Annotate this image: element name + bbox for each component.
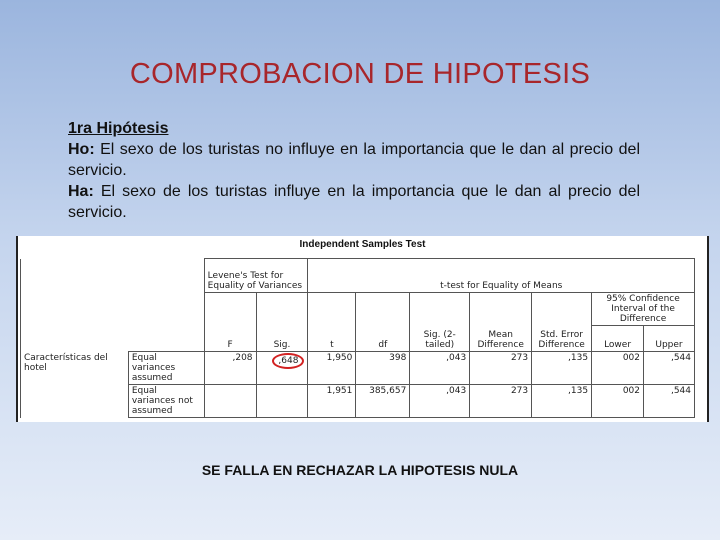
cell-f: ,208 — [204, 352, 256, 385]
levene-header: Levene's Test for Equality of Variances — [204, 259, 308, 293]
cell-t: 1,951 — [308, 385, 356, 418]
ha-label: Ha: — [68, 183, 94, 200]
cell-f-empty — [204, 385, 256, 418]
corner-cell — [21, 259, 205, 352]
null-hypothesis — [68, 139, 640, 181]
col-t: t — [308, 293, 356, 352]
cell-upper: ,544 — [644, 385, 695, 418]
hypothesis-heading: 1ra Hipótesis — [68, 120, 169, 137]
cell-sig — [256, 352, 308, 385]
cell-sig2: ,043 — [410, 352, 470, 385]
cell-lower: 002 — [592, 385, 644, 418]
cell-std-error: ,135 — [532, 385, 592, 418]
conclusion-text: SE FALLA EN RECHAZAR LA HIPOTESIS NULA — [201, 462, 519, 478]
slide-title: COMPROBACION DE HIPOTESIS — [129, 58, 591, 90]
col-std-error-difference: Std. Error Difference — [532, 293, 592, 352]
cell-sig-empty — [256, 385, 308, 418]
cell-lower: 002 — [592, 352, 644, 385]
ttest-header: t-test for Equality of Means — [308, 259, 695, 293]
cell-std-error: ,135 — [532, 352, 592, 385]
ci-header: 95% Confidence Interval of the Difference — [592, 293, 695, 326]
col-sig-2tailed: Sig. (2-tailed) — [410, 293, 470, 352]
hypothesis-text — [68, 118, 640, 223]
ha-text: El sexo de los turistas influye en la importancia que le dan al precio del servicio. — [68, 183, 640, 221]
independent-samples-table — [20, 258, 695, 418]
sig-highlight-circle: ,648 — [272, 353, 304, 369]
cell-mean-difference: 273 — [470, 352, 532, 385]
spss-output-table — [16, 236, 709, 422]
row-variable-label: Características del hotel — [21, 352, 129, 418]
cell-mean-difference: 273 — [470, 385, 532, 418]
cell-sig2: ,043 — [410, 385, 470, 418]
col-sig: Sig. — [256, 293, 308, 352]
ho-text: El sexo de los turistas no influye en la importancia que le dan al precio del servicio. — [68, 141, 640, 179]
col-mean-difference: Mean Difference — [470, 293, 532, 352]
row-label-equal-not-assumed: Equal variances not assumed — [128, 385, 204, 418]
row-label-equal-assumed: Equal variances assumed — [128, 352, 204, 385]
cell-df: 385,657 — [356, 385, 410, 418]
alternative-hypothesis — [68, 181, 640, 223]
cell-df: 398 — [356, 352, 410, 385]
ho-label: Ho: — [68, 141, 95, 158]
col-df: df — [356, 293, 410, 352]
cell-t: 1,950 — [308, 352, 356, 385]
table-row — [21, 352, 695, 385]
cell-upper: ,544 — [644, 352, 695, 385]
col-f: F — [204, 293, 256, 352]
col-lower: Lower — [592, 326, 644, 352]
table-title: Independent Samples Test — [299, 239, 426, 250]
col-upper: Upper — [644, 326, 695, 352]
